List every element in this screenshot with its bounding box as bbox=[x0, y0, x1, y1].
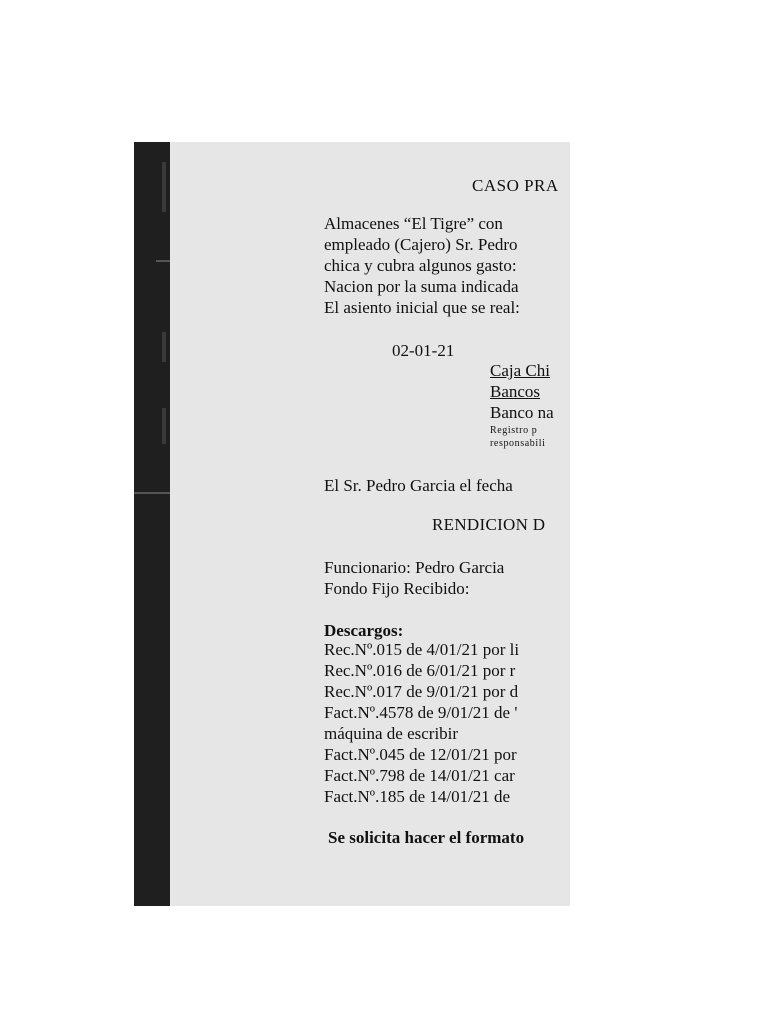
document-sheet bbox=[170, 142, 570, 906]
entry-note: responsabili bbox=[490, 438, 546, 449]
intro-line: chica y cubra algunos gasto: bbox=[324, 256, 517, 275]
discharge-item: Fact.Nº.798 de 14/01/21 car bbox=[324, 766, 515, 785]
document-title: CASO PRA bbox=[472, 176, 559, 195]
scan-mark bbox=[156, 260, 170, 262]
statement-line: El Sr. Pedro Garcia el fecha bbox=[324, 476, 513, 495]
discharge-item: Rec.Nº.015 de 4/01/21 por li bbox=[324, 640, 520, 659]
entry-note: Registro p bbox=[490, 425, 538, 436]
request-line: Se solicita hacer el formato bbox=[328, 828, 525, 847]
fixed-fund-line: Fondo Fijo Recibido: bbox=[324, 579, 470, 598]
scan-mark bbox=[162, 162, 166, 212]
intro-line: El asiento inicial que se real: bbox=[324, 298, 520, 317]
discharges-heading: Descargos: bbox=[324, 621, 404, 640]
discharge-item: Fact.Nº.185 de 14/01/21 de bbox=[324, 787, 511, 806]
scan-mark bbox=[134, 492, 170, 494]
entry-date: 02-01-21 bbox=[392, 341, 455, 360]
intro-line: empleado (Cajero) Sr. Pedro bbox=[324, 235, 518, 254]
discharge-item: máquina de escribir bbox=[324, 724, 459, 743]
official-line: Funcionario: Pedro Garcia bbox=[324, 558, 505, 577]
intro-line: Almacenes “El Tigre” con bbox=[324, 214, 503, 233]
discharge-item: Fact.Nº.045 de 12/01/21 por bbox=[324, 745, 517, 764]
entry-debit-account: Caja Chi bbox=[490, 361, 550, 380]
scan-mark bbox=[162, 408, 166, 444]
discharge-item: Rec.Nº.017 de 9/01/21 por d bbox=[324, 682, 519, 701]
scan-border bbox=[134, 142, 170, 906]
rendition-title: RENDICION D bbox=[432, 515, 546, 534]
scan-mark bbox=[162, 332, 166, 362]
intro-line: Nacion por la suma indicada bbox=[324, 277, 519, 296]
entry-bank-name: Banco na bbox=[490, 403, 554, 422]
discharge-item: Rec.Nº.016 de 6/01/21 por r bbox=[324, 661, 516, 680]
entry-credit-account: Bancos bbox=[490, 382, 541, 401]
discharge-item: Fact.Nº.4578 de 9/01/21 de ' bbox=[324, 703, 518, 722]
